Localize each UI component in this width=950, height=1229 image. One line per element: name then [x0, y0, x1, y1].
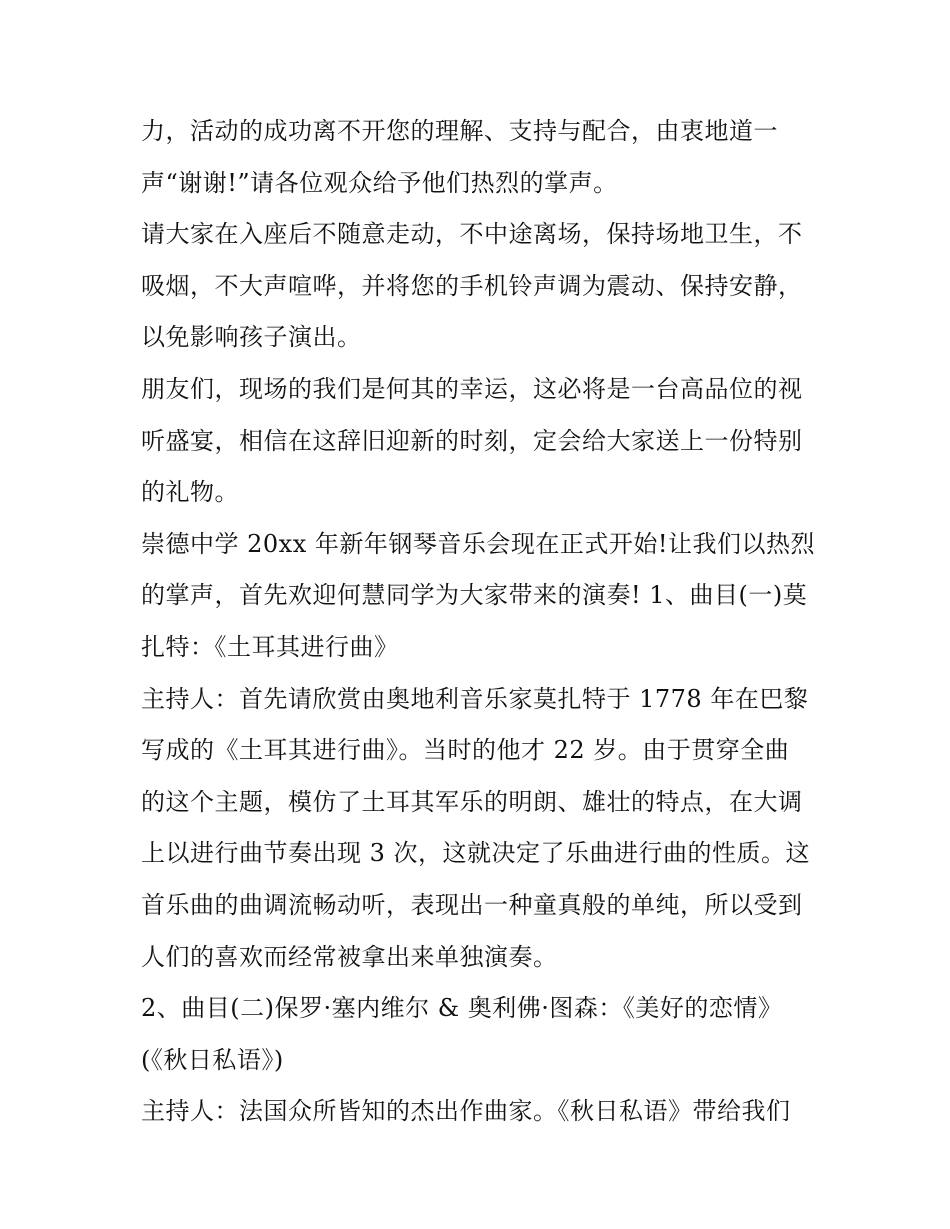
text-line: 听盛宴，相信在这辞旧迎新的时刻，定会给大家送上一份特别	[141, 426, 803, 455]
text-line: 主持人：首先请欣赏由奥地利音乐家莫扎特于 1778 年在巴黎	[141, 684, 809, 713]
text-line: 首乐曲的曲调流畅动听，表现出一种童真般的单纯，所以受到	[141, 890, 803, 919]
text-line: 请大家在入座后不随意走动，不中途离场，保持场地卫生，不	[141, 220, 803, 249]
text-line: 以免影响孩子演出。	[141, 323, 362, 352]
text-line: (《秋日私语》)	[141, 1045, 284, 1074]
text-line: 的礼物。	[141, 478, 239, 507]
text-line: 主持人：法国众所皆知的杰出作曲家。《秋日私语》带给我们	[141, 1097, 791, 1126]
text-line: 力，活动的成功离不开您的理解、支持与配合，由衷地道一	[141, 117, 778, 145]
text-line: 2、曲目(二)保罗·塞内维尔 & 奥利佛·图森：《美好的恋情》	[141, 994, 783, 1023]
text-line: 写成的《土耳其进行曲》。当时的他才 22 岁。由于贯穿全曲	[141, 736, 790, 765]
text-line: 崇德中学 20xx 年新年钢琴音乐会现在正式开始!让我们以热烈	[141, 529, 816, 558]
text-line: 上以进行曲节奏出现 3 次，这就决定了乐曲进行曲的性质。这	[141, 839, 811, 868]
text-line: 吸烟，不大声喧哗，并将您的手机铃声调为震动、保持安静，	[141, 271, 803, 300]
text-line: 人们的喜欢而经常被拿出来单独演奏。	[141, 942, 558, 971]
text-line: 的这个主题，模仿了土耳其军乐的明朗、雄壮的特点，在大调	[141, 787, 803, 816]
text-line: 扎特：《土耳其进行曲》	[141, 632, 399, 661]
text-line: 朋友们，现场的我们是何其的幸运，这必将是一台高品位的视	[141, 374, 803, 403]
document-body	[141, 106, 821, 1138]
text-line: 声“谢谢!”请各位观众给予他们热烈的掌声。	[141, 168, 618, 197]
text-line: 的掌声，首先欢迎何慧同学为大家带来的演奏! 1、曲目(一)莫	[141, 581, 808, 610]
